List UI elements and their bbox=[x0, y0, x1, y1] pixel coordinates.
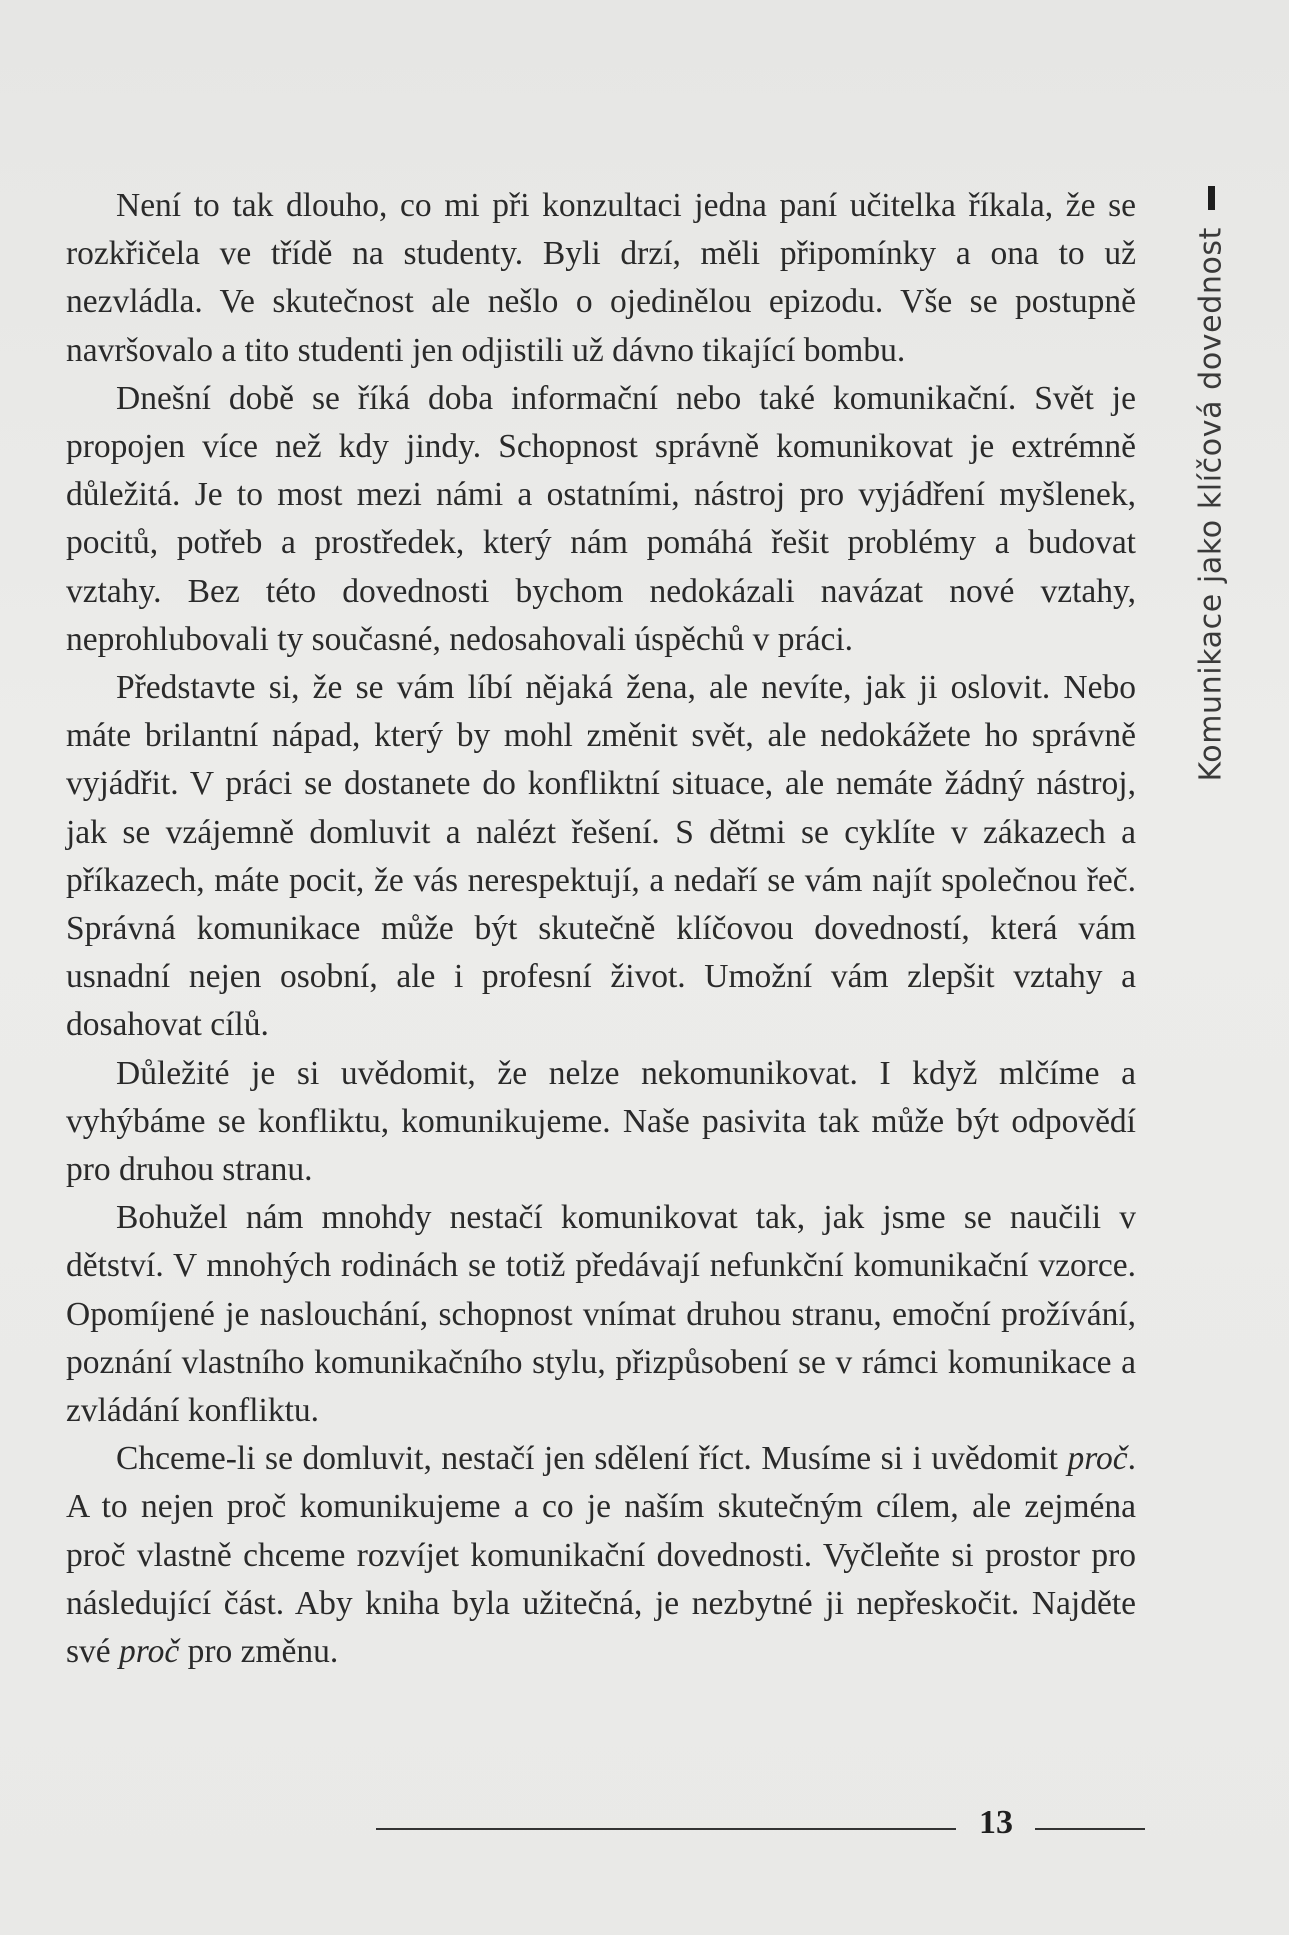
footer-rule-right bbox=[1035, 1828, 1145, 1830]
emphasis-text: proč bbox=[1067, 1440, 1128, 1478]
body-text bbox=[66, 182, 1136, 1676]
footer-rule-left bbox=[376, 1828, 956, 1830]
text-run: . A to nejen proč komunikujeme a co je naším skutečným cílem, ale zejména proč vlastně chceme rozvíjet komunikační dovednosti. Vyčleňte si prostor pro následující část. Aby kniha byla užitečná, je nezbytné ji nepřeskočit. Najděte své bbox=[66, 1440, 1136, 1671]
emphasis-text: proč bbox=[119, 1633, 180, 1671]
page-number: 13 bbox=[979, 1804, 1013, 1841]
text-run: Chceme-li se domluvit, nestačí jen sdělení říct. Musíme si i uvědomit bbox=[116, 1440, 1068, 1478]
chapter-marker bbox=[1208, 186, 1215, 210]
paragraph: Představte si, že se vám líbí nějaká žena, ale nevíte, jak ji oslovit. Nebo máte brilantní nápad, který by mohl změnit svět, ale nedokážete ho správně vyjádřit. V práci se dostanete do konfliktní situace, ale nemáte žádný nástroj, jak se vzájemně domluvit a nalézt řešení. S dětmi se cyklíte v zákazech a příkazech, máte pocit, že vás nerespektují, a nedaří se vám najít společnou řeč. Správná komunikace může být skutečně klíčovou dovedností, která vám usnadní nejen osobní, ale i profesní život. Umožní vám zlepšit vztahy a dosahovat cílů. bbox=[66, 669, 1136, 1044]
running-chapter-title: Komunikace jako klíčová dovednost bbox=[1193, 227, 1229, 782]
paragraph: Dnešní době se říká doba informační nebo také komunikační. Svět je propojen více než kdy jindy. Schopnost správně komunikovat je extrémně důležitá. Je to most mezi námi a ostatními, nástroj pro vyjádření myšlenek, pocitů, potřeb a prostředek, který nám pomáhá řešit problémy a budovat vztahy. Bez této dovednosti bychom nedokázali navázat nové vztahy, neprohlubovali ty současné, nedosahovali úspěchů v práci. bbox=[66, 379, 1136, 658]
text-run: pro změnu. bbox=[179, 1633, 339, 1671]
paragraph: Není to tak dlouho, co mi při konzultaci jedna paní učitelka říkala, že se rozkřičela ve třídě na studenty. Byli drzí, měli připomínky a ona to už nezvládla. Ve skutečnost ale nešlo o ojedinělou epizodu. Vše se postupně navršovalo a tito studenti jen odjistili už dávno tikající bombu. bbox=[66, 187, 1136, 369]
paragraph: Důležité je si uvědomit, že nelze nekomunikovat. I když mlčíme a vyhýbáme se konfliktu, komunikujeme. Naše pasivita tak může být odpovědí pro druhou stranu. bbox=[66, 1054, 1136, 1189]
paragraph bbox=[66, 1435, 1136, 1676]
paragraph: Bohužel nám mnohdy nestačí komunikovat tak, jak jsme se naučili v dětství. V mnohých rodinách se totiž předávají nefunkční komunikační vzorce. Opomíjené je naslouchání, schopnost vnímat druhou stranu, emoční prožívání, poznání vlastního komunikačního stylu, přizpůsobení se v rámci komunikace a zvládání konfliktu. bbox=[66, 1199, 1136, 1430]
